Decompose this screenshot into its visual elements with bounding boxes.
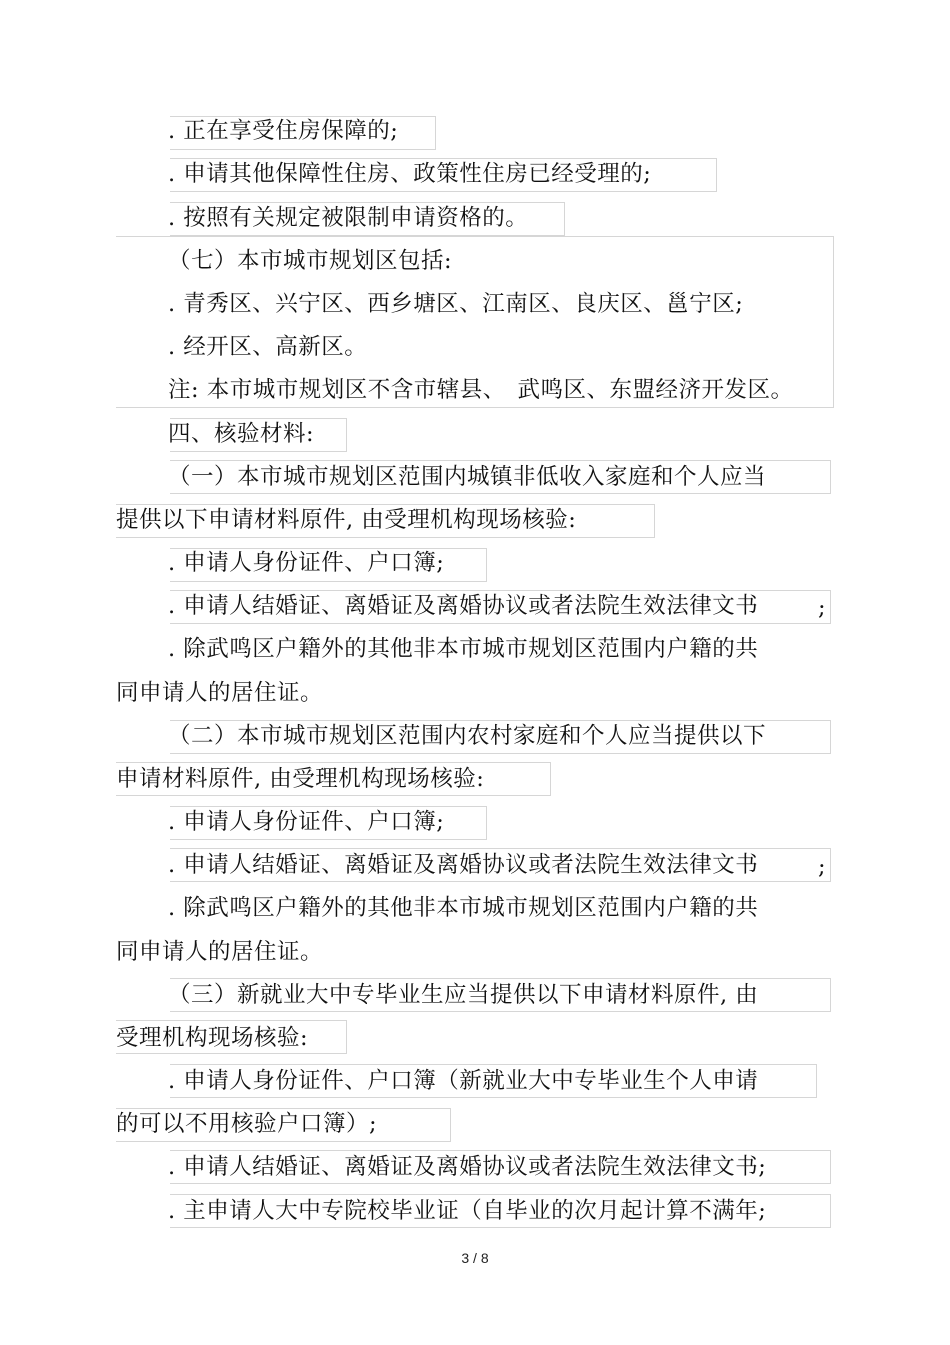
list-item: . 青秀区、兴宁区、西乡塘区、江南区、良庆区、邕宁区; (168, 291, 744, 317)
list-item: . 申请人结婚证、离婚证及离婚协议或者法院生效法律文书 (168, 852, 759, 878)
paragraph-line: 同申请人的居住证。 (116, 680, 324, 706)
paragraph-line: 提供以下申请材料原件, 由受理机构现场核验: (116, 507, 577, 533)
paragraph-line: （一）本市城市规划区范围内城镇非低收入家庭和个人应当 (168, 464, 767, 490)
list-item: . 申请人身份证件、户口簿; (168, 550, 445, 576)
paragraph-line: 受理机构现场核验: (116, 1025, 309, 1051)
paragraph-line: 同申请人的居住证。 (116, 939, 324, 965)
trailing-semicolon: ; (818, 854, 826, 880)
list-item: . 除武鸣区户籍外的其他非本市城市规划区范围内户籍的共 (168, 895, 759, 921)
list-item: . 主申请人大中专院校毕业证（自毕业的次月起计算不满年; (168, 1198, 767, 1224)
list-item: . 申请人身份证件、户口簿（新就业大中专毕业生个人申请 (168, 1068, 759, 1094)
list-item: . 申请其他保障性住房、政策性住房已经受理的; (168, 161, 652, 187)
list-item: . 经开区、高新区。 (168, 334, 368, 360)
paragraph-line: （二）本市城市规划区范围内农村家庭和个人应当提供以下 (168, 723, 767, 749)
paragraph-line: （三）新就业大中专毕业生应当提供以下申请材料原件, 由 (168, 982, 759, 1008)
trailing-semicolon: ; (818, 595, 826, 621)
page-indicator: 3 / 8 (461, 1250, 489, 1266)
paragraph-line: 的可以不用核验户口簿）; (116, 1111, 378, 1137)
list-item: . 申请人结婚证、离婚证及离婚协议或者法院生效法律文书; (168, 1154, 767, 1180)
section-heading: （七）本市城市规划区包括: (168, 248, 453, 274)
list-item: . 正在享受住房保障的; (168, 118, 399, 144)
paragraph-line: 申请材料原件, 由受理机构现场核验: (116, 766, 485, 792)
note-text: 注: 本市城市规划区不含市辖县、 武鸣区、东盟经济开发区。 (168, 377, 794, 403)
section-heading: 四、核验材料: (168, 421, 315, 447)
list-item: . 申请人结婚证、离婚证及离婚协议或者法院生效法律文书 (168, 593, 759, 619)
list-item: . 除武鸣区户籍外的其他非本市城市规划区范围内户籍的共 (168, 636, 759, 662)
list-item: . 申请人身份证件、户口簿; (168, 809, 445, 835)
list-item: . 按照有关规定被限制申请资格的。 (168, 205, 529, 231)
